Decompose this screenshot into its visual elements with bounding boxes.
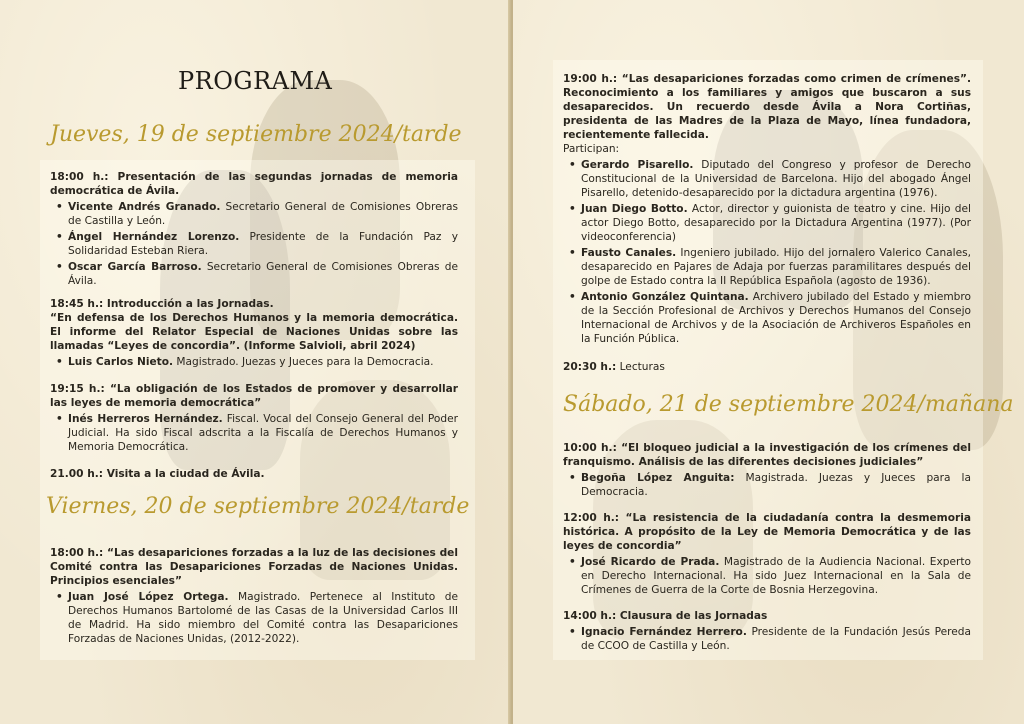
session-time: 14:00 h.: xyxy=(563,610,617,622)
speaker-item xyxy=(581,555,971,597)
speaker-desc: Archivero jubilado del Estado y miembro de la Sección Profesional de Archivos y Derechos Humanos del Consejo Internacional de Archivos y de la Asociación de Archiveros Españoles en la Función Pública. xyxy=(581,291,971,345)
speaker-item xyxy=(68,230,458,258)
speaker-desc: Secretario General de Comisiones Obreras de Ávila. xyxy=(68,261,458,287)
right-page xyxy=(513,0,1024,724)
speaker-desc: Magistrado. Pertenece al Instituto de Derechos Humanos Bartolomé de las Casas de la Universidad Carlos III de Madrid. Ha sido miembro del Comité contra las Desapariciones Forzadas de Naciones Unidas, (2012-2022). xyxy=(68,591,458,645)
speaker-desc: Diputado del Congreso y profesor de Derecho Constitucional de la Universidad de Barcelona. Hijo del abogado Ángel Pisarello, detenido-desaparecido por la dictadura argentina (1976). xyxy=(581,159,971,199)
speaker-item xyxy=(68,590,458,646)
speaker-desc: Fiscal. Vocal del Consejo General del Poder Judicial. Ha sido Fiscal adscrita a la Fiscalía de Derechos Humanos y Memoria Democrática. xyxy=(68,413,458,453)
speaker-name: Juan Diego Botto. xyxy=(581,203,688,215)
session-title: Presentación de las segundas jornadas de memoria democrática de Ávila. xyxy=(50,171,458,197)
session-title: “La obligación de los Estados de promover y desarrollar las leyes de memoria democrática” xyxy=(50,383,458,409)
left-page xyxy=(0,0,511,724)
speaker-item xyxy=(68,200,458,228)
speaker-desc: Presidente de la Fundación Jesús Pereda de CCOO de Castilla y León. xyxy=(581,626,971,652)
speaker-item xyxy=(68,260,458,288)
speaker-name: Antonio González Quintana. xyxy=(581,291,749,303)
session-title: “Las desapariciones forzadas como crimen de crímenes”. Reconocimiento a los familiares y amigos que buscaron a sus desaparecidos. Un recuerdo desde Ávila a Nora Cortiñas, presidenta de las Madres de la Plaza de Mayo, línea fundadora, recientemente fallecida. xyxy=(563,73,971,141)
session-subtitle: “En defensa de los Derechos Humanos y la memoria democrática. El informe del Relator Especial de Naciones Unidas sobre las llamadas “Leyes de concordia”. (Informe Salvioli, abril 2024) xyxy=(50,312,458,352)
speaker-name: Luis Carlos Nieto. xyxy=(68,356,174,368)
speaker-desc: Magistrado. Juezas y Jueces para la Democracia. xyxy=(173,356,434,368)
session-jueves-1845 xyxy=(50,297,458,369)
session-viernes-2030 xyxy=(563,360,971,374)
speaker-name: Ignacio Fernández Herrero. xyxy=(581,626,747,638)
speaker-item xyxy=(581,202,971,244)
speaker-desc: Ingeniero jubilado. Hijo del jornalero Valerico Canales, desaparecido en Pajares de Adaja por fuerzas paramilitares después del golpe de Estado contra la II República Española (agosto de 1936). xyxy=(581,247,972,287)
speaker-name: Ángel Hernández Lorenzo. xyxy=(68,231,240,243)
program-title: PROGRAMA xyxy=(178,67,333,95)
session-viernes-1900 xyxy=(563,72,971,346)
session-time: 18:00 h.: xyxy=(50,171,109,183)
session-sabado-1400 xyxy=(563,609,971,653)
speaker-name: Fausto Canales. xyxy=(581,247,677,259)
session-jueves-1800 xyxy=(50,170,458,288)
speaker-item xyxy=(581,290,971,346)
day-heading-sabado: Sábado, 21 de septiembre 2024/mañana xyxy=(563,392,1014,417)
session-time: 21.00 h.: xyxy=(50,468,103,480)
session-title: “El bloqueo judicial a la investigación de los crímenes del franquismo. Análisis de las diferentes decisiones judiciales” xyxy=(563,442,971,468)
session-viernes-1800 xyxy=(50,546,458,646)
participants-label: Participan: xyxy=(563,143,620,155)
session-jueves-1915 xyxy=(50,382,458,454)
speaker-desc: Secretario General de Comisiones Obreras de Castilla y León. xyxy=(68,201,458,227)
speaker-desc: Presidente de la Fundación Paz y Solidaridad Esteban Riera. xyxy=(68,231,459,257)
speaker-item xyxy=(581,625,971,653)
session-sabado-1000 xyxy=(563,441,971,499)
session-title: Lecturas xyxy=(616,361,665,373)
session-time: 19:15 h.: xyxy=(50,383,105,395)
speaker-desc: Magistrada. Juezas y Jueces para la Democracia. xyxy=(581,472,971,498)
speaker-item xyxy=(581,471,971,499)
session-time: 19:00 h.: xyxy=(563,73,618,85)
speaker-name: Gerardo Pisarello. xyxy=(581,159,694,171)
day-heading-jueves: Jueves, 19 de septiembre 2024/tarde xyxy=(50,122,462,147)
speaker-desc: Magistrado de la Audiencia Nacional. Experto en Derecho Internacional. Ha sido Juez Internacional en la Sala de Crímenes de Guerra de la Corte de Bosnia Herzegovina. xyxy=(581,556,971,596)
speaker-item xyxy=(68,355,458,369)
session-jueves-2100 xyxy=(50,467,458,481)
speaker-name: José Ricardo de Prada. xyxy=(581,556,720,568)
session-time: 18:00 h.: xyxy=(50,547,104,559)
session-title: Clausura de las Jornadas xyxy=(616,610,768,622)
speaker-name: Juan José López Ortega. xyxy=(68,591,229,603)
speaker-name: Oscar García Barroso. xyxy=(68,261,202,273)
session-sabado-1200 xyxy=(563,511,971,597)
speaker-name: Begoña López Anguita: xyxy=(581,472,735,484)
speaker-item xyxy=(68,412,458,454)
session-time: 20:30 h.: xyxy=(563,361,617,373)
speaker-name: Vicente Andrés Granado. xyxy=(68,201,221,213)
session-time: 12:00 h.: xyxy=(563,512,620,524)
speaker-item xyxy=(581,158,971,200)
session-title: Introducción a las Jornadas. xyxy=(103,298,274,310)
session-title: “Las desapariciones forzadas a la luz de las decisiones del Comité contra las Desapariciones Forzadas de Naciones Unidas. Principios esenciales” xyxy=(50,547,458,587)
speaker-item xyxy=(581,246,971,288)
speaker-desc: Actor, director y guionista de teatro y cine. Hijo del actor Diego Botto, desaparecido por la Dictadura Argentina (1977). (Por videoconferencia) xyxy=(581,203,971,243)
session-time: 10:00 h.: xyxy=(563,442,617,454)
session-title: “La resistencia de la ciudadanía contra la desmemoria histórica. A propósito de la Ley de Memoria Democrática y de las leyes de concordia” xyxy=(563,512,971,552)
day-heading-viernes: Viernes, 20 de septiembre 2024/tarde xyxy=(46,494,470,519)
session-time: 18:45 h.: xyxy=(50,298,104,310)
speaker-name: Inés Herreros Hernández. xyxy=(68,413,223,425)
session-title: Visita a la ciudad de Ávila. xyxy=(103,468,265,480)
